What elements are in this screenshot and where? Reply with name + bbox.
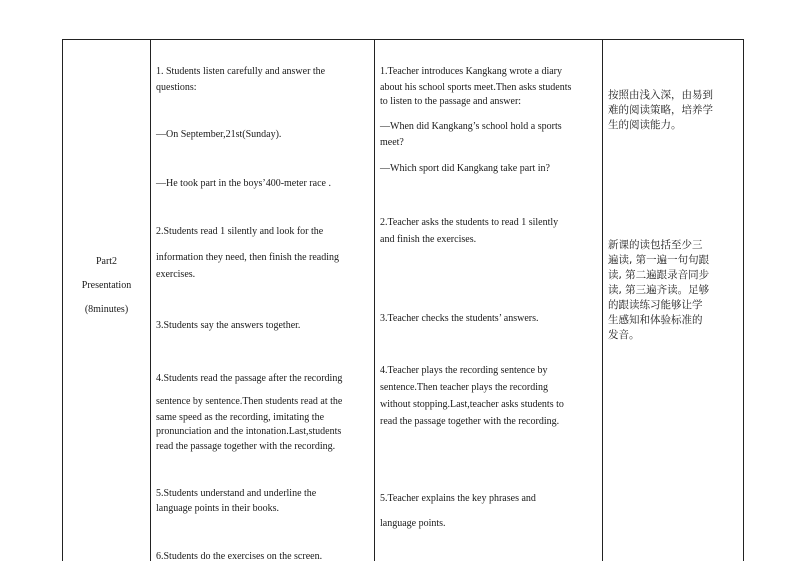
student-step-4-line1: 4.Students read the passage after the recording [156, 373, 343, 384]
intent-2-line3: 读, 第二遍跟录音同步 [608, 269, 710, 281]
teacher-question-1-line2: meet? [380, 137, 404, 148]
teacher-step-1-line2: about his school sports meet.Then asks students [380, 82, 572, 93]
intent-2-line4: 读, 第三遍齐读。足够 [608, 284, 710, 296]
student-step-4-line3: same speed as the recording, imitating the [156, 412, 325, 423]
student-step-2-line2: information they need, then finish the reading [156, 252, 340, 263]
part-time: (8minutes) [84, 304, 129, 315]
intent-2-line7: 发音。 [608, 329, 640, 341]
intent-2-line2: 遍读, 第一遍一句句跟 [608, 254, 710, 266]
intent-2-line5: 的跟读练习能够让学 [608, 299, 703, 311]
student-step-5-line2: language points in their books. [156, 503, 280, 514]
student-step-4-line5: read the passage together with the recording. [156, 441, 336, 452]
student-step-2-line3: exercises. [156, 269, 196, 280]
teacher-step-3: 3.Teacher checks the students’ answers. [380, 313, 539, 324]
teacher-step-4-line1: 4.Teacher plays the recording sentence by [380, 365, 548, 376]
student-step-2-line1: 2.Students read 1 silently and look for the [156, 226, 324, 237]
column-border-3 [374, 39, 375, 561]
intent-1-line2: 难的阅读策略，培养学 [608, 104, 713, 116]
intent-1-line1: 按照由浅入深，由易到 [608, 89, 713, 101]
intent-2-line1: 新课的读包括至少三 [608, 239, 703, 251]
teacher-step-2-line2: and finish the exercises. [380, 234, 477, 245]
teacher-step-5-line2: language points. [380, 518, 446, 529]
teacher-question-1-line1: —When did Kangkang’s school hold a sports [380, 121, 562, 132]
student-step-5-line1: 5.Students understand and underline the [156, 488, 317, 499]
student-step-1-line1: 1. Students listen carefully and answer the [156, 66, 326, 77]
teacher-question-2: —Which sport did Kangkang take part in? [380, 163, 550, 174]
student-step-3: 3.Students say the answers together. [156, 320, 301, 331]
teacher-step-2-line1: 2.Teacher asks the students to read 1 silently [380, 217, 559, 228]
teacher-step-1-line3: to listen to the passage and answer: [380, 96, 522, 107]
student-step-6: 6.Students do the exercises on the screen. [156, 551, 323, 562]
student-step-4-line2: sentence by sentence.Then students read at the [156, 396, 343, 407]
part-name: Part2 [95, 256, 118, 267]
intent-1-line3: 生的阅读能力。 [608, 119, 682, 131]
teacher-step-1-line1: 1.Teacher introduces Kangkang wrote a diary [380, 66, 563, 77]
column-border-2 [150, 39, 151, 561]
intent-2-line6: 生感知和体验标准的 [608, 314, 703, 326]
student-answer-1: —On September,21st(Sunday). [156, 129, 282, 140]
table-top-border [62, 39, 744, 40]
student-step-4-line4: pronunciation and the intonation.Last,students [156, 426, 342, 437]
teacher-step-4-line2: sentence.Then teacher plays the recording [380, 382, 548, 393]
teacher-step-5-line1: 5.Teacher explains the key phrases and [380, 493, 536, 504]
column-border-5 [743, 39, 744, 561]
student-step-1-line2: questions: [156, 82, 197, 93]
teacher-step-4-line3: without stopping.Last,teacher asks students to [380, 399, 564, 410]
student-answer-2: —He took part in the boys’400-meter race . [156, 178, 331, 189]
column-border-4 [602, 39, 603, 561]
teacher-step-4-line4: read the passage together with the recording. [380, 416, 560, 427]
part-title: Presentation [81, 280, 132, 291]
part-cell [63, 250, 150, 322]
